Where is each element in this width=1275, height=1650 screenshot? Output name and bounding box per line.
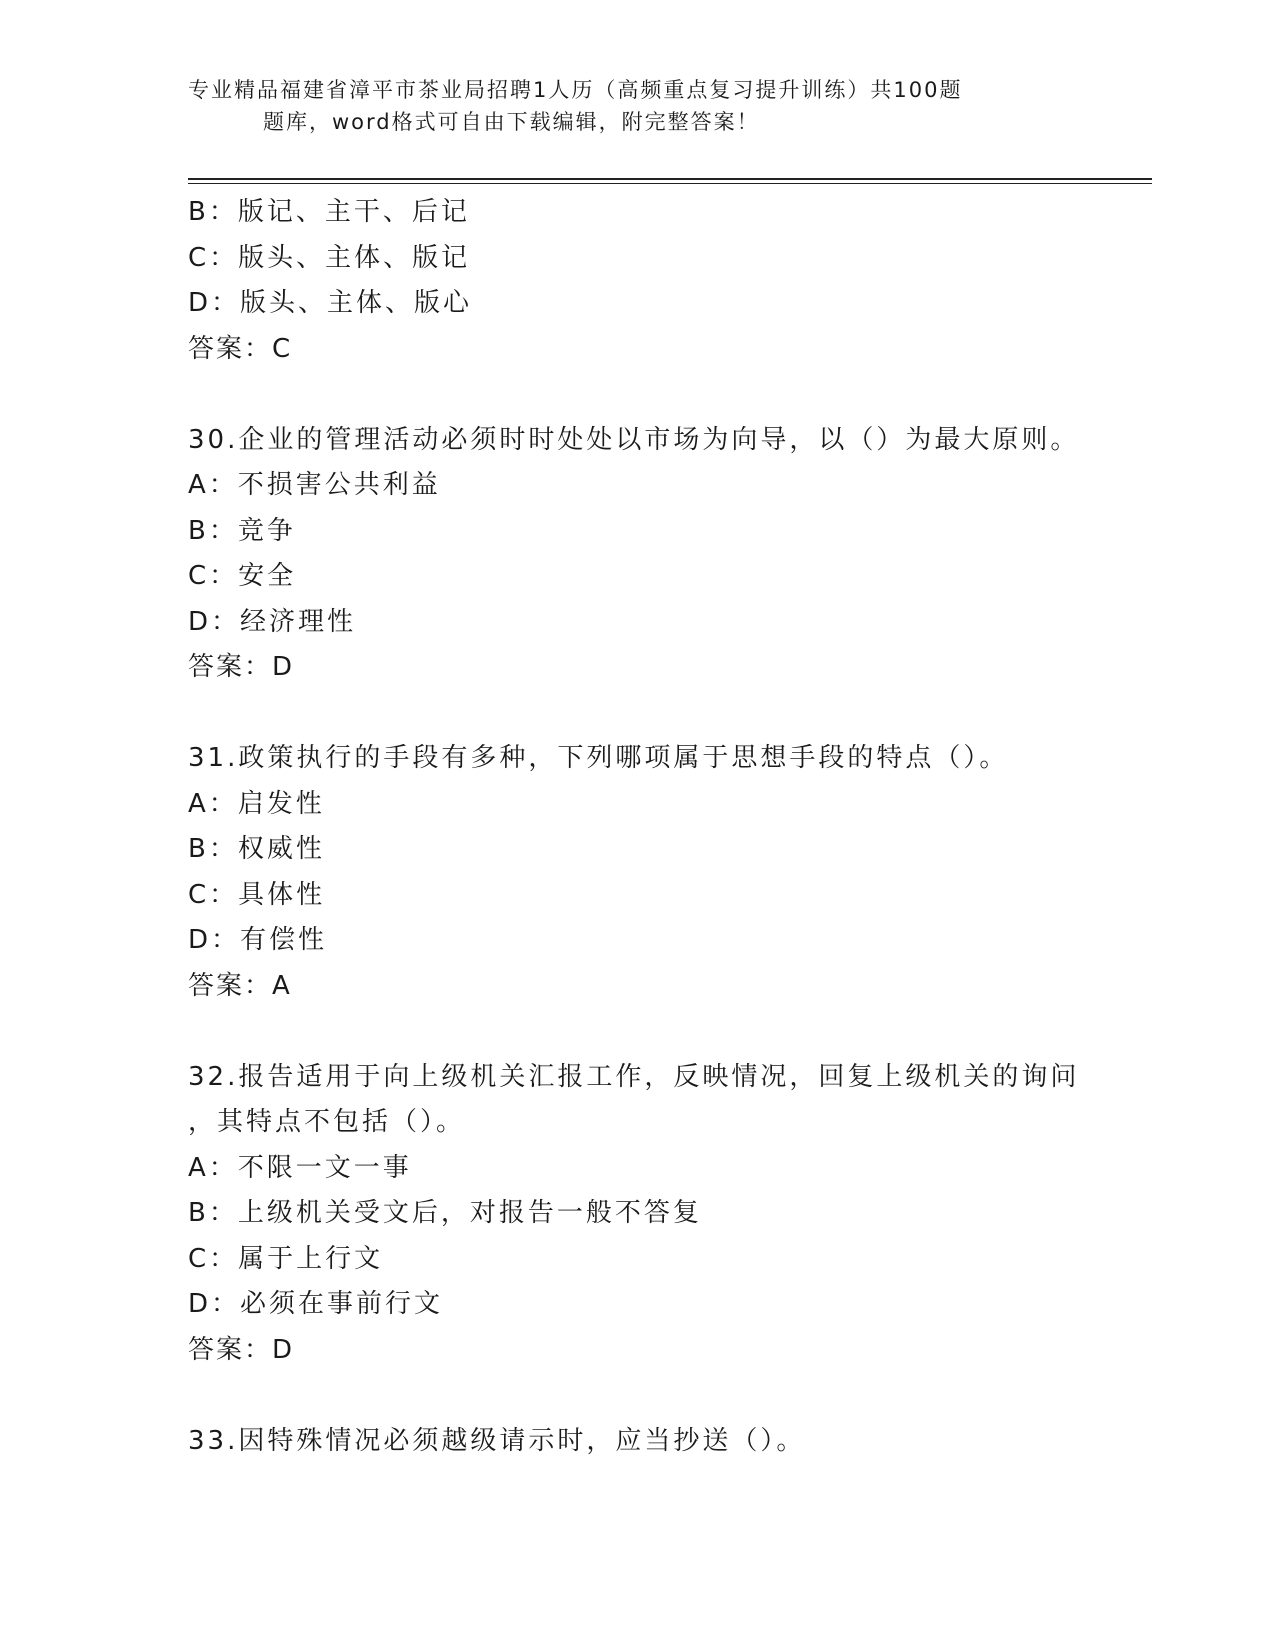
question-block-33 (188, 1419, 1148, 1465)
question-stem-continued: ，其特点不包括（）。 (188, 1107, 466, 1137)
option-d: D：有偿性 (188, 925, 328, 955)
header-divider-thin (188, 183, 1152, 184)
spacer (188, 691, 1148, 737)
option-a: A：不限一文一事 (188, 1152, 412, 1183)
question-stem: 31.政策执行的手段有多种，下列哪项属于思想手段的特点（）。 (188, 743, 1009, 773)
question-block-continued (188, 190, 1148, 372)
option-d: D：必须在事前行文 (188, 1289, 444, 1319)
question-block-30 (188, 418, 1148, 691)
option-b: B：权威性 (188, 834, 325, 864)
spacer (188, 1373, 1148, 1419)
spacer (188, 1009, 1148, 1055)
header-title-line-1: 专业精品福建省漳平市茶业局招聘1人历（高频重点复习提升训练）共100题 (188, 78, 963, 102)
answer-line: 答案：C (188, 333, 293, 364)
option-c: C：版头、主体、版记 (188, 242, 471, 273)
option-b: B：版记、主干、后记 (188, 197, 470, 227)
option-b: B：竞争 (188, 515, 296, 546)
option-a: A：启发性 (188, 788, 325, 819)
question-stem: 32.报告适用于向上级机关汇报工作，反映情况，回复上级机关的询问 (188, 1061, 1080, 1092)
option-c: C：安全 (188, 561, 297, 591)
header-title-line-2: 题库，word格式可自由下载编辑，附完整答案！ (263, 110, 760, 134)
option-d: D：经济理性 (188, 606, 357, 637)
answer-line: 答案：D (188, 652, 295, 682)
spacer (188, 372, 1148, 418)
option-c: C：具体性 (188, 879, 326, 910)
question-block-31 (188, 736, 1148, 1009)
option-c: C：属于上行文 (188, 1243, 384, 1274)
option-d: D：版头、主体、版心 (188, 288, 473, 318)
answer-line: 答案：A (188, 970, 292, 1001)
option-b: B：上级机关受文后，对报告一般不答复 (188, 1198, 702, 1228)
header-divider-thick (188, 178, 1152, 180)
answer-line: 答案：D (188, 1334, 295, 1365)
document-header (188, 74, 1068, 138)
option-a: A：不损害公共利益 (188, 470, 441, 500)
document-body (188, 190, 1148, 1464)
question-block-32 (188, 1055, 1148, 1374)
question-stem: 33.因特殊情况必须越级请示时，应当抄送（）。 (188, 1425, 806, 1456)
question-stem: 30.企业的管理活动必须时时处处以市场为向导，以（）为最大原则。 (188, 424, 1080, 455)
